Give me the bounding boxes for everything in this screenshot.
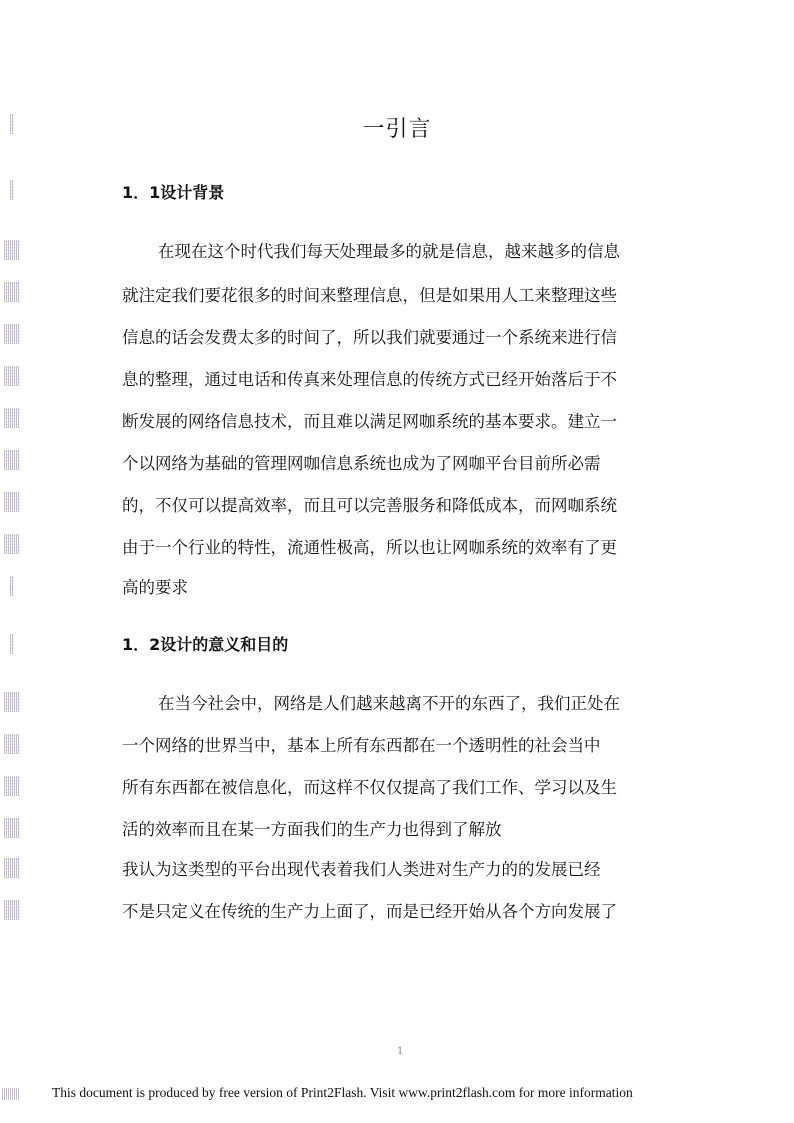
margin-marker — [4, 818, 20, 838]
margin-marker — [4, 492, 20, 512]
margin-marker — [4, 776, 20, 796]
margin-marker — [4, 450, 20, 470]
margin-marker — [4, 534, 20, 554]
margin-marker — [10, 180, 14, 200]
margin-marker — [4, 858, 20, 878]
paragraph-line: 由于一个行业的特性，流通性极高，所以也让网咖系统的效率有了更 — [122, 538, 617, 557]
paragraph-line: 息的整理，通过电话和传真来处理信息的传统方式已经开始落后于不 — [122, 370, 617, 389]
paragraph-line: 在当今社会中，网络是人们越来越离不开的东西了，我们正处在 — [158, 694, 620, 713]
paragraph-line: 就注定我们要花很多的时间来整理信息，但是如果用人工来整理这些 — [122, 286, 617, 305]
margin-marker — [4, 692, 20, 712]
paragraph-line: 个以网络为基础的管理网咖信息系统也成为了网咖平台目前所必需 — [122, 454, 601, 473]
margin-marker — [10, 114, 14, 134]
margin-marker — [2, 1088, 20, 1100]
paragraph-line: 活的效率而且在某一方面我们的生产力也得到了解放 — [122, 820, 502, 839]
paragraph-line: 断发展的网络信息技术，而且难以满足网咖系统的基本要求。建立一 — [122, 412, 617, 431]
page-number: 1 — [397, 1046, 404, 1057]
paragraph-line: 信息的话会发费太多的时间了，所以我们就要通过一个系统来进行信 — [122, 328, 617, 347]
margin-marker — [10, 576, 14, 596]
margin-marker — [4, 900, 20, 920]
margin-marker — [4, 366, 20, 386]
margin-marker — [4, 324, 20, 344]
section-heading: 1．2设计的意义和目的 — [122, 635, 289, 654]
paragraph-line: 高的要求 — [122, 578, 188, 597]
margin-marker — [4, 734, 20, 754]
paragraph-line: 所有东西都在被信息化，而这样不仅仅提高了我们工作、学习以及生 — [122, 778, 617, 797]
document-title: 一引言 — [362, 117, 432, 142]
paragraph-line: 在现在这个时代我们每天处理最多的就是信息，越来越多的信息 — [158, 242, 620, 261]
margin-marker — [10, 634, 14, 654]
paragraph-line: 不是只定义在传统的生产力上面了，而是已经开始从各个方向发展了 — [122, 902, 617, 921]
margin-marker — [4, 240, 20, 260]
paragraph-line: 的，不仅可以提高效率，而且可以完善服务和降低成本，而网咖系统 — [122, 496, 617, 515]
margin-marker — [4, 408, 20, 428]
paragraph-line: 我认为这类型的平台出现代表着我们人类进对生产力的的发展已经 — [122, 860, 601, 879]
section-heading: 1．1设计背景 — [122, 183, 225, 202]
footer-notice: This document is produced by free version of Print2Flash. Visit www.print2flash.com for more information — [52, 1085, 633, 1100]
paragraph-line: 一个网络的世界当中，基本上所有东西都在一个透明性的社会当中 — [122, 736, 601, 755]
margin-marker — [4, 282, 20, 302]
